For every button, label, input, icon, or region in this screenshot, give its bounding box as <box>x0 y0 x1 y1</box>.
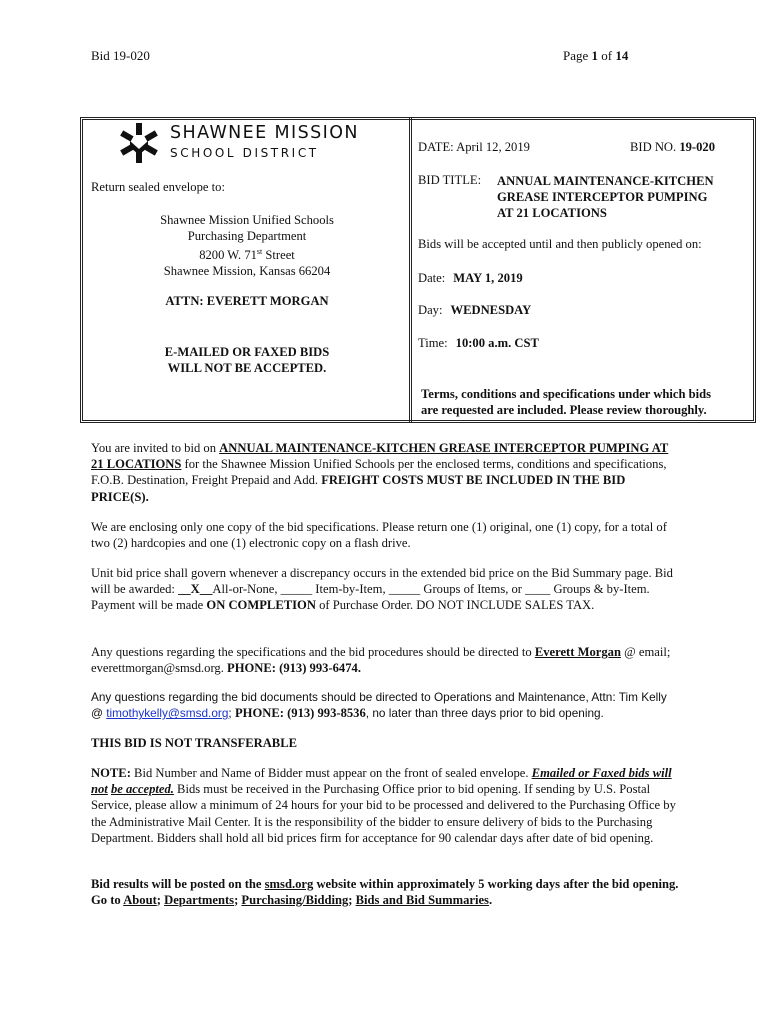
results-paragraph <box>91 876 681 908</box>
attention-line: ATTN: EVERETT MORGAN <box>165 294 329 308</box>
departments-link[interactable]: Departments <box>164 893 235 908</box>
p1-text: You are invited to bid on <box>91 441 220 455</box>
notice-line-1: E-MAILED OR FAXED BIDS <box>164 345 330 359</box>
specs-contact-paragraph <box>91 644 681 676</box>
ordinal-suffix: st <box>256 247 263 256</box>
return-address <box>110 212 384 279</box>
frame-divider <box>409 117 412 423</box>
opening-date-key: Date: <box>418 271 446 285</box>
bid-title-label: BID TITLE: <box>418 173 482 187</box>
opening-time-value: 10:00 a.m. CST <box>455 336 539 350</box>
contact-name: Everett Morgan <box>534 645 621 659</box>
p4-text: Any questions regarding the specifications and the bid procedures should be directed to <box>91 645 535 659</box>
page-of: of <box>598 48 616 63</box>
purchasing-bidding-link[interactable]: Purchasing/Bidding <box>241 893 349 908</box>
opening-day <box>418 303 531 318</box>
address-line <box>110 244 384 263</box>
bid-number-value: 19-020 <box>679 140 716 154</box>
opening-date-value: MAY 1, 2019 <box>453 271 523 285</box>
note-label: NOTE: <box>91 766 131 780</box>
p8-text: website within approximately 5 working days after the bid opening. Go to <box>91 877 679 908</box>
page-total: 14 <box>615 48 629 63</box>
p3-text: All-or-None, _____ Item-by-Item, _____ Groups of Items, or ____ Groups & by-Item. Payment will be made <box>91 582 650 613</box>
p7-text: Bid Number and Name of Bidder must appear on the front of sealed envelope. <box>130 766 532 780</box>
opening-time <box>418 336 539 351</box>
address-line: Shawnee Mission, Kansas 66204 <box>163 264 331 279</box>
page-number: 1 <box>591 48 599 63</box>
opening-day-key: Day: <box>418 303 443 317</box>
logo-subtitle: SCHOOL DISTRICT <box>170 146 319 160</box>
bid-reference: Bid 19-020 <box>91 48 150 63</box>
street-word: Street <box>262 248 295 263</box>
terms-line-1: Terms, conditions and specifications under which bids <box>421 387 712 401</box>
terms-notice <box>421 386 751 418</box>
p5-text: Any questions regarding the bid documents should be directed to Operations and Maintenance, Attn: Tim Kelly @ <box>91 690 667 721</box>
bid-title-line: ANNUAL MAINTENANCE-KITCHEN <box>497 174 714 188</box>
invitation-paragraph <box>91 440 681 505</box>
notice-line-2: WILL NOT BE ACCEPTED. <box>167 361 327 375</box>
award-selection: __X__ <box>178 582 213 597</box>
note-paragraph <box>91 765 681 846</box>
bid-number <box>630 140 715 155</box>
p8-period: . <box>488 893 493 908</box>
documents-contact-paragraph <box>91 689 681 721</box>
contact-phone: PHONE: (913) 993-6474. <box>227 661 361 676</box>
p8-sep: ; <box>156 893 165 908</box>
copies-paragraph: We are enclosing only one copy of the bid specifications. Please return one (1) original, one (1) copy, for a total of two (2) hardcopies and one (1) electronic copy on a flash drive. <box>91 520 667 551</box>
award-paragraph <box>91 565 681 614</box>
p3-text: Unit bid price shall govern whenever a discrepancy occurs in the extended bid price on the Bid Summary page. Bid will be awarded: <box>91 566 673 597</box>
payment-term: ON COMPLETION <box>206 598 316 613</box>
documents-phone: PHONE: (913) 993-8536 <box>234 706 366 721</box>
page-indicator <box>563 48 628 64</box>
no-email-fax-notice <box>110 344 384 376</box>
return-label: Return sealed envelope to: <box>91 180 225 194</box>
bid-title <box>497 173 747 221</box>
p5-text: , no later than three days prior to bid opening. <box>365 706 604 721</box>
logo-title: SHAWNEE MISSION <box>170 123 359 143</box>
street-number: 8200 W. 71 <box>199 248 257 263</box>
p8-sep: ; <box>348 893 356 908</box>
address-line: Purchasing Department <box>187 229 307 243</box>
smsd-link[interactable]: smsd.org <box>264 877 314 891</box>
bid-number-label: BID NO. <box>630 140 680 154</box>
p8-sep: ; <box>234 893 242 908</box>
not-accepted-emphasis: be accepted. <box>110 782 174 797</box>
freight-notice: FREIGHT COSTS MUST BE INCLUDED IN THE BID PRICE(S). <box>91 473 626 504</box>
p8-text: Bid results will be posted on the <box>91 877 265 891</box>
p3-text: of Purchase Order. DO NOT INCLUDE SALES TAX. <box>315 598 595 613</box>
p1-text: for the Shawnee Mission Unified Schools per the enclosed terms, conditions and specifications, F.O.B. Destination, Freight Prepaid and Add. <box>91 457 667 488</box>
not-transferable-heading: THIS BID IS NOT TRANSFERABLE <box>91 736 298 750</box>
bid-title-inline: ANNUAL MAINTENANCE-KITCHEN GREASE INTERCEPTOR PUMPING AT 21 LOCATIONS <box>91 441 669 472</box>
opening-day-value: WEDNESDAY <box>450 303 532 317</box>
email-link[interactable]: timothykelly@smsd.org <box>106 706 229 721</box>
p7-text: Bids must be received in the Purchasing Office prior to bid opening. If sending by U.S. Postal Service, please allow a minimum of 24 hours for your bid to be processed and delivered to the Purchasing Office by the Administrative Mail Center. It is the responsibility of the bidder to ensure delivery of bids to the Purchasing Department. Bidders shall hold all bid prices firm for acceptance for 90 calendar days after date of bid opening. <box>91 782 676 845</box>
address-line: Shawnee Mission Unified Schools <box>160 213 334 227</box>
p4-text: @ email; everettmorgan@smsd.org. <box>91 645 671 676</box>
opening-statement: Bids will be accepted until and then publicly opened on: <box>418 237 702 251</box>
no-email-emphasis: Emailed or Faxed bids will not <box>91 766 672 797</box>
bid-summaries-link[interactable]: Bids and Bid Summaries <box>355 893 489 908</box>
issue-date: DATE: April 12, 2019 <box>418 140 530 154</box>
about-link[interactable]: About <box>123 893 157 908</box>
bid-title-line: GREASE INTERCEPTOR PUMPING <box>497 190 708 204</box>
terms-line-2: are requested are included. Please review thoroughly. <box>421 403 707 417</box>
p5-text: ; <box>228 706 235 721</box>
bid-title-line: AT 21 LOCATIONS <box>497 206 607 220</box>
opening-time-key: Time: <box>418 336 448 350</box>
opening-date <box>418 271 523 286</box>
page-prefix: Page <box>563 48 592 63</box>
